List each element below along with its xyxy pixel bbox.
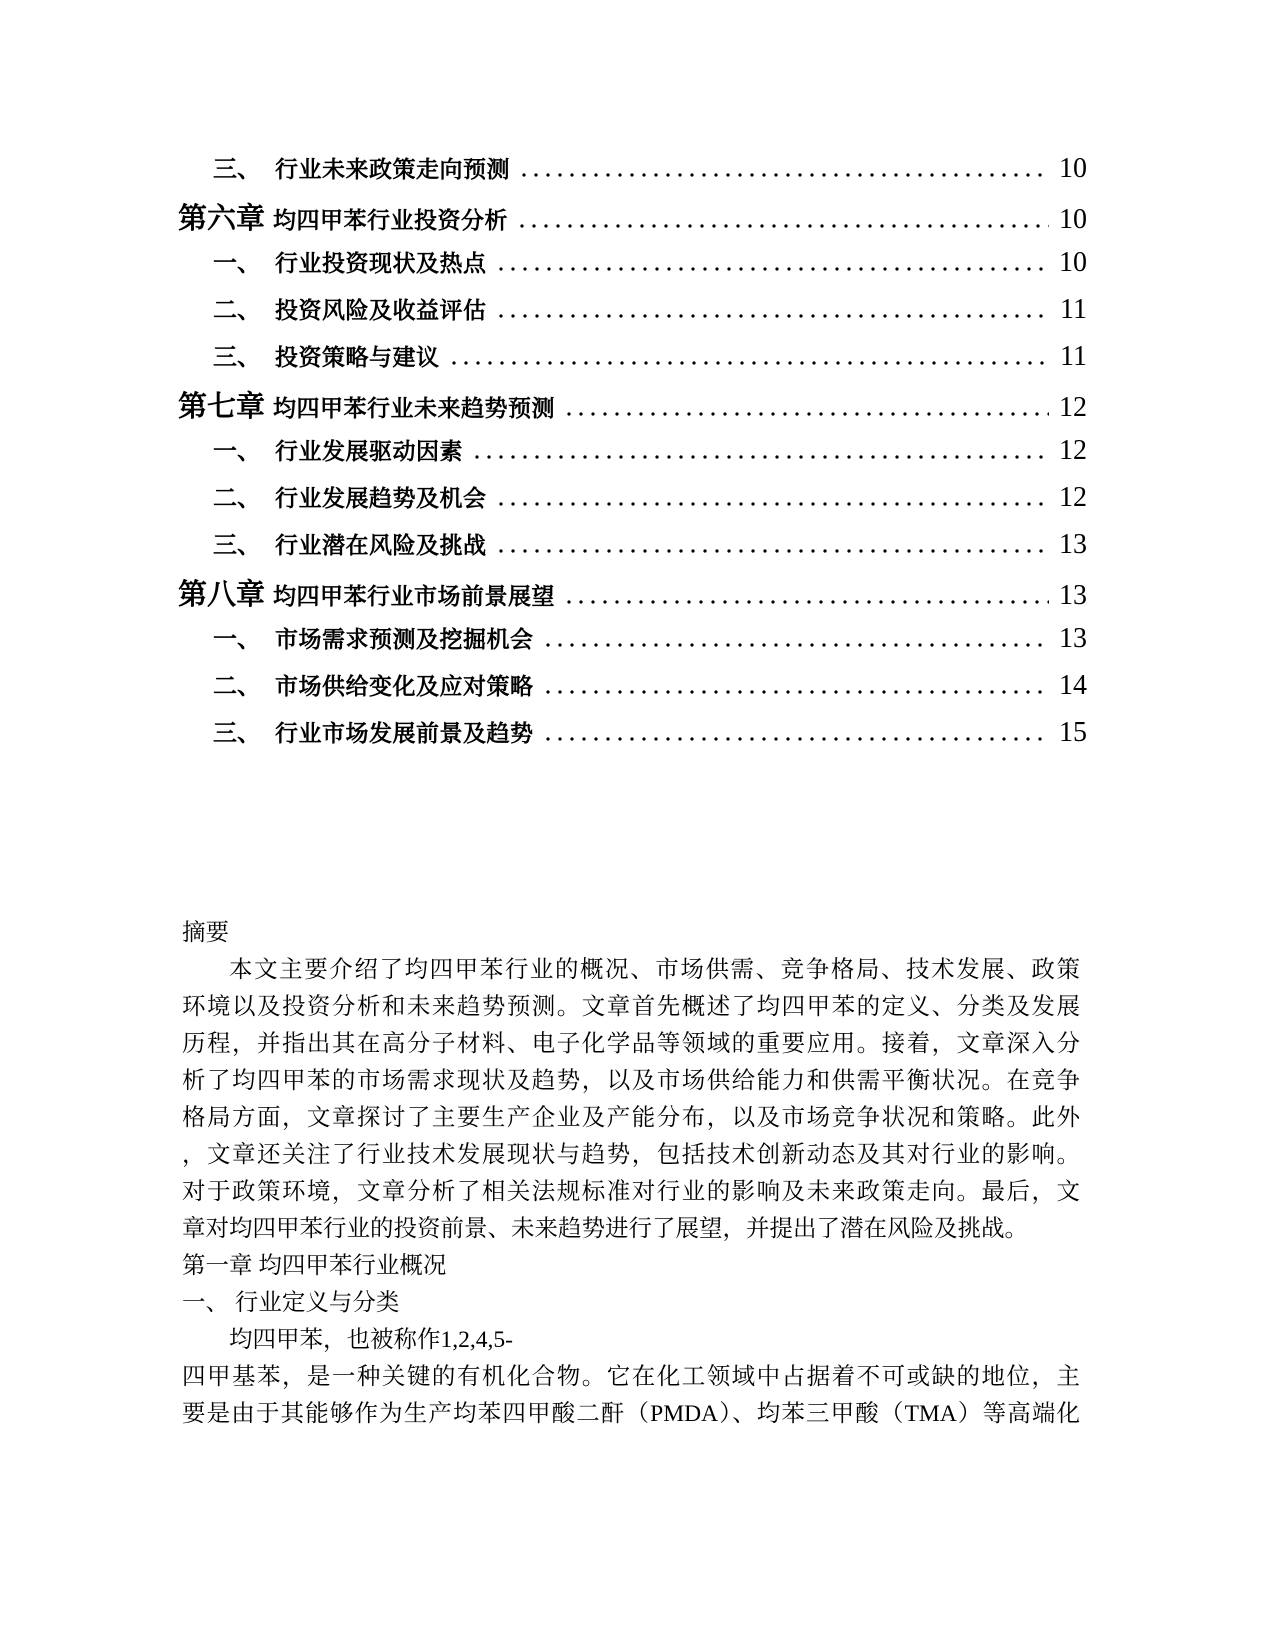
abstract-line: 章对均四甲苯行业的投资前景、未来趋势进行了展望，并提出了潜在风险及挑战。	[182, 1216, 1028, 1242]
toc-leader-dots	[471, 455, 1049, 459]
toc-leader-dots	[563, 600, 1049, 604]
toc-leader-dots	[563, 412, 1049, 416]
body-line: 均四甲苯，也被称作1,2,4,5-	[229, 1327, 513, 1353]
toc-entry-title: 市场需求预测及挖掘机会	[275, 626, 534, 652]
toc-entry-number: 一、	[213, 626, 261, 653]
toc-entry-title: 行业发展驱动因素	[275, 438, 463, 464]
toc-leader-dots	[516, 224, 1049, 228]
toc-entry-number: 一、	[213, 438, 261, 465]
toc-entry[interactable]	[178, 567, 1087, 614]
toc-entry-number: 三、	[213, 720, 261, 747]
body-line: 四甲基苯，是一种关键的有机化合物。它在化工领域中占据着不可或缺的地位，主	[182, 1364, 1080, 1390]
toc-leader-dots	[542, 643, 1050, 647]
toc-entry[interactable]	[178, 661, 1087, 708]
toc-entry-number: 二、	[213, 673, 261, 700]
toc-entry-number: 一、	[213, 250, 261, 277]
toc-entry[interactable]	[178, 144, 1087, 191]
toc-page-number: 14	[1059, 670, 1087, 701]
toc-leader-dots	[542, 690, 1050, 694]
abstract-section	[182, 915, 1080, 1433]
toc-leader-dots	[495, 549, 1050, 553]
toc-entry[interactable]	[178, 520, 1087, 567]
table-of-contents	[178, 144, 1087, 755]
toc-entry[interactable]	[178, 285, 1087, 332]
toc-entry-title: 投资策略与建议	[275, 344, 440, 370]
abstract-line: 环境以及投资分析和未来趋势预测。文章首先概述了均四甲苯的定义、分类及发展	[182, 994, 1080, 1020]
toc-leader-dots	[448, 361, 1051, 365]
toc-entry-number: 第八章	[178, 579, 266, 611]
abstract-line: 对于政策环境，文章分析了相关法规标准对行业的影响及未来政策走向。最后，文	[182, 1179, 1080, 1205]
toc-page-number: 12	[1059, 392, 1087, 423]
abstract-line: 格局方面，文章探讨了主要生产企业及产能分布，以及市场竞争状况和策略。此外	[182, 1105, 1080, 1131]
toc-entry-number: 二、	[213, 485, 261, 512]
abstract-line: 本文主要介绍了均四甲苯行业的概况、市场供需、竞争格局、技术发展、政策	[229, 957, 1080, 983]
toc-entry[interactable]	[178, 379, 1087, 426]
toc-page-number: 11	[1060, 294, 1087, 325]
toc-entry-title: 行业投资现状及热点	[275, 250, 487, 276]
toc-page-number: 12	[1059, 435, 1087, 466]
toc-page-number: 15	[1059, 717, 1087, 748]
section-1-heading: 一、 行业定义与分类	[182, 1290, 400, 1316]
toc-entry-title: 行业未来政策走向预测	[275, 156, 510, 182]
toc-entry-number: 三、	[213, 344, 261, 371]
abstract-line: ，文章还关注了行业技术发展现状与趋势，包括技术创新动态及其对行业的影响。	[182, 1142, 1080, 1168]
toc-entry-number: 三、	[213, 156, 261, 183]
toc-entry[interactable]	[178, 238, 1087, 285]
toc-page-number: 13	[1059, 529, 1087, 560]
toc-leader-dots	[495, 314, 1051, 318]
toc-entry[interactable]	[178, 426, 1087, 473]
body-line: 要是由于其能够作为生产均苯四甲酸二酐（PMDA）、均苯三甲酸（TMA）等高端化	[182, 1401, 1080, 1427]
toc-entry-title: 均四甲苯行业市场前景展望	[273, 583, 555, 609]
abstract-line: 析了均四甲苯的市场需求现状及趋势，以及市场供给能力和供需平衡状况。在竞争	[182, 1068, 1080, 1094]
toc-leader-dots	[542, 737, 1050, 741]
chapter-1-heading: 第一章 均四甲苯行业概况	[182, 1253, 447, 1279]
toc-entry[interactable]	[178, 332, 1087, 379]
abstract-line: 历程，并指出其在高分子材料、电子化学品等领域的重要应用。接着，文章深入分	[182, 1031, 1080, 1057]
toc-entry-title: 投资风险及收益评估	[275, 297, 487, 323]
toc-entry-number: 二、	[213, 297, 261, 324]
toc-entry[interactable]	[178, 191, 1087, 238]
toc-page-number: 10	[1059, 204, 1087, 235]
toc-page-number: 11	[1060, 341, 1087, 372]
toc-entry[interactable]	[178, 473, 1087, 520]
toc-leader-dots	[518, 173, 1049, 177]
toc-page-number: 13	[1059, 623, 1087, 654]
abstract-heading: 摘要	[182, 920, 229, 946]
toc-leader-dots	[495, 502, 1050, 506]
toc-page-number: 13	[1059, 580, 1087, 611]
toc-entry-number: 第七章	[178, 391, 266, 423]
toc-entry-title: 均四甲苯行业投资分析	[273, 207, 508, 233]
toc-entry[interactable]	[178, 614, 1087, 661]
toc-entry-title: 市场供给变化及应对策略	[275, 673, 534, 699]
toc-entry[interactable]	[178, 708, 1087, 755]
toc-entry-title: 行业市场发展前景及趋势	[275, 720, 534, 746]
toc-entry-number: 第六章	[178, 203, 266, 235]
toc-page-number: 12	[1059, 482, 1087, 513]
toc-entry-number: 三、	[213, 532, 261, 559]
toc-entry-title: 行业发展趋势及机会	[275, 485, 487, 511]
toc-entry-title: 均四甲苯行业未来趋势预测	[273, 395, 555, 421]
toc-entry-title: 行业潜在风险及挑战	[275, 532, 487, 558]
toc-page-number: 10	[1059, 247, 1087, 278]
toc-page-number: 10	[1059, 153, 1087, 184]
toc-leader-dots	[495, 267, 1050, 271]
